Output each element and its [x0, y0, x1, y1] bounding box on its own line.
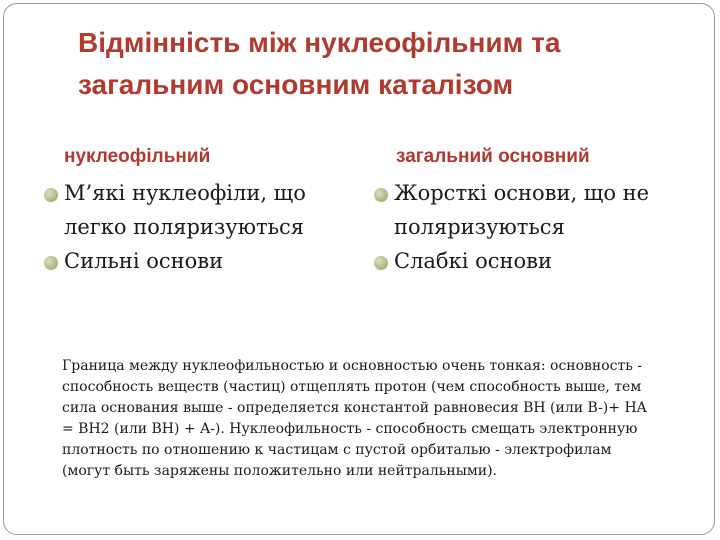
bullet-text: Сильні основи — [64, 249, 224, 273]
list-item — [22, 176, 342, 244]
list-item — [352, 244, 702, 278]
explanation-note: Граница между нуклеофильностью и основностью очень тонкая: основность - способность веществ (частиц) отщеплять протон (чем способность выше, тем сила основания выше - определяется константой равновесия BH (или B-)+ HA = BH2 (или BH) + A-). Нуклеофильность - способность смещать электронную плотность по отношению к частицам с пустой орбиталью - электрофилам (могут быть заряжены положительно или нейтральными). — [62, 358, 647, 479]
column-header-nucleophilic: нуклеофільний — [64, 146, 211, 167]
bullet-text: М’які нуклеофіли, що легко поляризуються — [64, 181, 306, 239]
bullet-icon — [44, 256, 58, 270]
list-item — [22, 244, 342, 278]
nucleophilic-bullet-list — [22, 176, 342, 278]
bullet-text: Слабкі основи — [394, 249, 552, 273]
slide-title: Відмінність між нуклеофільним та загальним основним каталізом — [78, 27, 561, 100]
general-base-bullet-list — [352, 176, 702, 278]
bullet-icon — [374, 256, 388, 270]
bullet-text: Жорсткі основи, що не поляризуються — [394, 181, 650, 239]
bullet-icon — [374, 188, 388, 202]
bullet-icon — [44, 188, 58, 202]
list-item — [352, 176, 702, 244]
column-header-general-base: загальний основний — [396, 146, 590, 167]
